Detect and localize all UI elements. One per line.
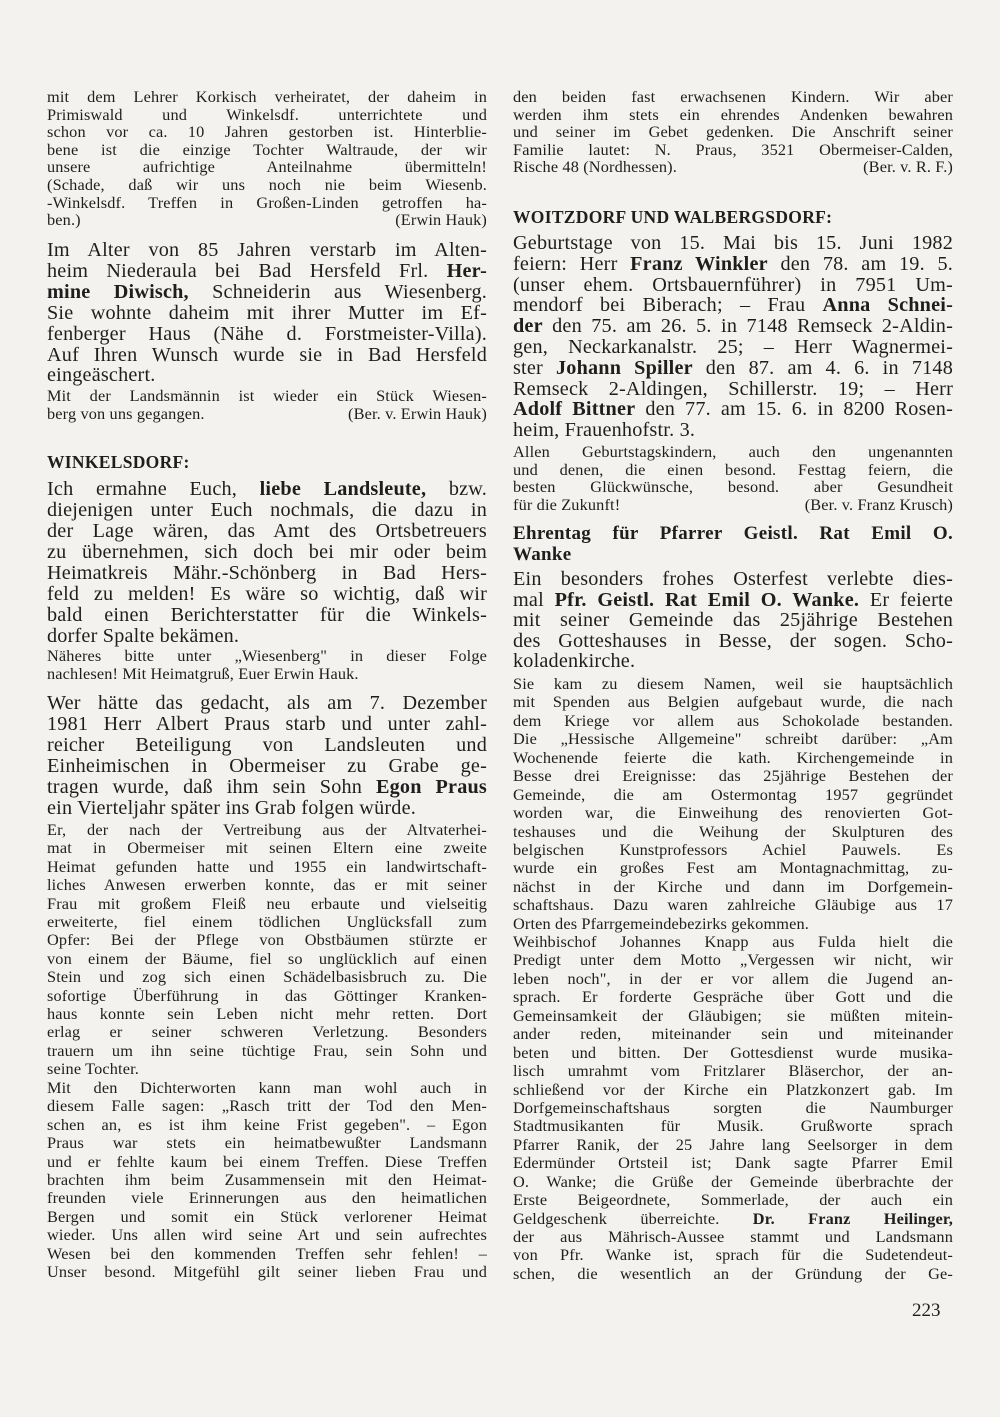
text-line: [513, 461, 953, 479]
right-column: [513, 0, 953, 1417]
text-run: bene ist die einzige Tochter Waltraude, der wir: [47, 139, 487, 159]
text-line: [513, 749, 953, 767]
text-run: Unser besond. Mitgefühl gilt seiner lieben Frau und: [47, 1262, 487, 1282]
text-line: [513, 590, 953, 611]
text-line: [513, 358, 953, 379]
text-run: diejenigen unter Euch nochmals, die dazu in: [47, 499, 487, 521]
text-run: sofortige Überführung in das Göttinger Kranken-: [47, 985, 487, 1005]
text-line: [47, 1116, 487, 1134]
text-run: wieder. Uns allen wird seine Art und sein aufrechtes: [47, 1225, 487, 1245]
text-line: [513, 478, 953, 496]
article-paragraph: [513, 569, 953, 672]
text-line: [513, 316, 953, 337]
text-run: Besse drei Ereignisse: das 25jährige Bestehen der: [513, 766, 953, 786]
text-line: [513, 1062, 953, 1080]
text-line: [47, 950, 487, 968]
text-line: [47, 714, 487, 735]
text-run: Schneiderin aus Wiesenberg.: [188, 280, 487, 303]
text-run: des Gotteshauses in Besse, der sogen. Scho-: [513, 629, 953, 652]
text-line: [47, 777, 487, 798]
text-line: [47, 1226, 487, 1244]
text-run: trauern um ihn seine tüchtige Frau, sein Sohn und: [47, 1040, 487, 1060]
text-run: WINKELSDORF:: [47, 452, 190, 472]
article-paragraph: [47, 387, 487, 422]
text-line: [47, 282, 487, 303]
text-run: der Lage wären, das Amt des Ortsbetreuers: [47, 520, 487, 542]
text-run: Im Alter von 85 Jahren verstarb im Alten-: [47, 239, 487, 261]
text-run: haus konnte sein Leben nicht mehr retten. Dort: [47, 1004, 487, 1024]
text-run: Wer hätte das gedacht, als am 7. Dezember: [47, 692, 487, 714]
text-line: [47, 693, 487, 714]
text-line: [513, 443, 953, 461]
text-run: von einem der Bäume, fiel so unglücklich auf einen: [47, 948, 487, 968]
text-line: [47, 303, 487, 324]
bold-name: mine Diwisch,: [47, 280, 189, 303]
text-line: [47, 798, 487, 819]
text-line: [513, 1191, 953, 1209]
text-run: leben noch", in der er vor allem die Jugend an-: [513, 968, 953, 988]
text-run: gen, Neckarkanalstr. 25; – Herr Wagnermei-: [513, 335, 953, 358]
text-run: Gemeinsamkeit der Gläubigen; sie müßten mitein-: [513, 1005, 953, 1025]
text-run: den 78. am 19. 5.: [767, 252, 954, 275]
text-run: Rische 48 (Nordhessen).: [513, 157, 677, 177]
text-line: [513, 1154, 953, 1172]
bold-name: Egon Praus: [375, 775, 487, 798]
text-run: 1981 Herr Albert Praus starb und unter zahl-: [47, 712, 487, 735]
text-line: [47, 106, 487, 124]
text-line: [47, 839, 487, 857]
text-line: [513, 693, 953, 711]
text-run: ben.): [47, 210, 81, 230]
text-run: sprach. Er forderte Gespräche über Gott und die: [513, 987, 953, 1007]
text-run: Frau mit großem Fleiß neu erbaute und vielseitig: [47, 893, 487, 913]
text-line: [513, 988, 953, 1006]
text-line: [513, 933, 953, 951]
text-run: beten und bitten. Der Gottesdienst wurde musika-: [513, 1042, 953, 1062]
text-run: Mit den Dichterworten kann man wohl auch in: [47, 1078, 487, 1097]
article-paragraph: [47, 1079, 487, 1281]
text-run: O. Wanke; die Grüße der Gemeinde überbrachte der: [513, 1171, 953, 1191]
text-run: Wanke: [513, 543, 572, 565]
bold-name: liebe Landsleute,: [259, 478, 427, 500]
text-run: -Winkelsdf. Treffen in Großen-Linden getroffen ha-: [47, 192, 487, 212]
text-line: [47, 1042, 487, 1060]
article-paragraph: [47, 647, 487, 682]
text-run: belgischen Kunstprofessors Achiel Pauwels. Es: [513, 839, 953, 859]
text-line: [513, 158, 953, 176]
text-line: [513, 1210, 953, 1228]
text-run: dorfer Spalte bekämen.: [47, 625, 240, 647]
text-run: und denen, die einen besond. Festtag feiern, die: [513, 459, 953, 479]
text-run: Praus war stets ein heimatbewußter Landsmann: [47, 1133, 487, 1153]
text-line: [513, 823, 953, 841]
text-line: [47, 88, 487, 106]
text-line: [47, 563, 487, 584]
text-run: Stein und zog sich einen Schädelbasisbruch zu. Die: [47, 967, 487, 987]
text-line: [47, 324, 487, 345]
author-attribution: (Erwin Hauk): [395, 210, 487, 230]
text-line: [47, 1005, 487, 1023]
text-line: [47, 1208, 487, 1226]
text-line: [47, 365, 487, 386]
text-run: mit seiner Gemeinde das 25jährige Bestehen: [513, 609, 953, 631]
text-run: Remseck 2-Aldingen, Schillerstr. 19; – Herr: [513, 377, 953, 400]
text-line: [513, 841, 953, 859]
author-attribution: (Ber. v. Franz Krusch): [804, 494, 953, 514]
text-line: [513, 915, 953, 933]
article-paragraph: [513, 233, 953, 441]
text-run: schaftshaus. Dazu waren zahlreiche Gläubige aus 17: [513, 895, 953, 915]
text-run: und er fehlte kaum bei einem Treffen. Diese Treffen: [47, 1151, 487, 1171]
text-run: eingeäschert.: [47, 364, 156, 387]
text-line: [513, 496, 953, 514]
text-run: Heimat gefunden hatte und 1955 ein landwirtschaft-: [47, 856, 487, 876]
article-paragraph: [47, 821, 487, 1079]
text-run: Mit der Landsmännin ist wieder ein Stück Wiesen-: [47, 386, 487, 405]
text-run: erlag er seiner schweren Verletzung. Besonders: [47, 1022, 487, 1042]
text-run: den 87. am 4. 6. in 7148: [692, 356, 953, 379]
text-line: [47, 500, 487, 521]
text-line: [47, 211, 487, 229]
text-line: [513, 420, 953, 441]
text-run: worden war, die Einweihung des renovierten Got-: [513, 803, 953, 823]
text-line: [47, 1153, 487, 1171]
text-run: besten Glückwünsche, besond. aber Gesundheit: [513, 477, 953, 497]
text-line: [47, 1263, 487, 1281]
text-line: [513, 631, 953, 652]
text-line: [47, 647, 487, 665]
text-run: tragen wurde, daß ihm sein Sohn: [47, 775, 376, 798]
page-number: 223: [912, 1300, 941, 1321]
text-line: [513, 951, 953, 969]
text-line: [47, 141, 487, 159]
text-line: [513, 88, 953, 106]
text-line: [513, 295, 953, 316]
text-line: [47, 626, 487, 647]
text-run: Auf Ihren Wunsch wurde sie in Bad Hersfeld: [47, 343, 487, 366]
text-run: mit dem Lehrer Korkisch verheiratet, der daheim in: [47, 87, 487, 106]
section-heading: [513, 205, 953, 229]
text-line: [47, 1171, 487, 1189]
text-line: [513, 1228, 953, 1246]
text-line: [47, 968, 487, 986]
text-run: diesem Falle sagen: „Rasch tritt der Tod den Men-: [47, 1096, 487, 1116]
article-paragraph: [47, 88, 487, 229]
text-run: dem Kriege vor allem aus Schokolade bestanden.: [513, 710, 953, 730]
left-column: [47, 0, 487, 1417]
text-run: berg von uns gegangen.: [47, 403, 205, 423]
text-line: [47, 194, 487, 212]
text-line: [513, 1117, 953, 1135]
text-run: mit Spenden aus Belgien aufgebaut wurde, die nach: [513, 692, 953, 712]
text-run: Näheres bitte unter „Wiesenberg" in dieser Folge: [47, 646, 487, 665]
text-line: [513, 141, 953, 159]
text-run: von Pfr. Wanke ist, sprach für die Sudetendeut-: [513, 1245, 953, 1265]
text-line: [47, 387, 487, 405]
text-run: mat in Obermeiser mit seinen Eltern eine zweite: [47, 838, 487, 858]
text-run: teshauses und die Weihung der Skulpturen des: [513, 821, 953, 841]
text-run: heim Niederaula bei Bad Hersfeld Frl.: [47, 259, 447, 282]
text-run: den 75. am 26. 5. in 7148 Remseck 2-Aldin-: [542, 315, 953, 338]
text-run: (Schade, daß wir uns noch nie beim Wiesenb.: [47, 174, 487, 194]
text-run: koladenkirche.: [513, 650, 636, 672]
bold-name: Adolf Bittner: [513, 398, 636, 421]
text-line: [47, 1060, 487, 1078]
text-run: Edermünder Ortsteil ist; Dank sagte Pfarrer Emil: [513, 1153, 953, 1173]
text-line: [47, 931, 487, 949]
text-line: [513, 651, 953, 672]
text-run: werden ihm stets ein ehrendes Andenken bewahren: [513, 104, 953, 124]
text-run: schen, die wesentlich an der Gründung der Ge-: [513, 1263, 953, 1283]
text-run: WOITZDORF UND WALBERGSDORF:: [513, 207, 833, 227]
article-paragraph: [47, 479, 487, 647]
bold-name: Her-: [446, 259, 487, 282]
text-line: [513, 730, 953, 748]
text-run: mendorf bei Biberach; – Frau: [513, 294, 823, 317]
text-line: [513, 1025, 953, 1043]
text-run: nächst in der Kirche und dann im Dorfgemein-: [513, 876, 953, 896]
text-line: [513, 379, 953, 400]
text-line: [47, 1079, 487, 1097]
text-run: erweiterte, fiel einem tödlichen Unglücksfall zum: [47, 912, 487, 932]
text-run: und seiner im Gebet gedenken. Die Anschrift seiner: [513, 122, 953, 142]
text-line: [513, 254, 953, 275]
text-run: seine Tochter.: [47, 1059, 139, 1079]
text-line: [47, 756, 487, 777]
text-line: [47, 261, 487, 282]
bold-name: Dr. Franz Heilinger,: [752, 1208, 953, 1228]
text-line: [513, 123, 953, 141]
article-paragraph: [513, 675, 953, 933]
text-line: [513, 1173, 953, 1191]
text-line: [513, 275, 953, 296]
text-run: ster: [513, 356, 556, 379]
text-run: Ehrentag für Pfarrer Geistl. Rat Emil O.: [513, 523, 953, 544]
text-run: Predigt unter dem Motto „Vergessen wir nicht, wir: [513, 950, 953, 970]
article-paragraph: [47, 240, 487, 386]
text-run: für die Zukunft!: [513, 494, 621, 514]
text-run: ein Vierteljahr später ins Grab folgen würde.: [47, 796, 416, 819]
bold-name: Johann Spiller: [555, 356, 693, 379]
text-run: Die „Hessische Allgemeine" schreibt darüber: „Am: [513, 729, 953, 749]
text-line: [513, 337, 953, 358]
text-line: [513, 1081, 953, 1099]
text-line: [513, 878, 953, 896]
text-run: feld zu melden! Es wäre so wichtig, daß wir: [47, 583, 487, 605]
author-attribution: (Ber. v. Erwin Hauk): [348, 403, 487, 423]
text-line: [47, 345, 487, 366]
text-run: den beiden fast erwachsenen Kindern. Wir aber: [513, 87, 953, 106]
text-run: wurde ein großes Fest am Montagnachmittag, zu-: [513, 858, 953, 878]
text-line: [47, 1245, 487, 1263]
text-line: [47, 176, 487, 194]
text-run: Weihbischof Johannes Knapp aus Fulda hielt die: [513, 932, 953, 951]
text-run: mal: [513, 588, 555, 611]
text-line: [513, 767, 953, 785]
text-run: Geldgeschenk überreichte.: [513, 1208, 753, 1228]
text-run: der aus Mährisch-Aussee stammt und Landsmann: [513, 1227, 953, 1246]
text-run: freunden viele Erinnerungen aus den heimatlichen: [47, 1188, 487, 1208]
text-run: Wochenende feierte die kath. Kirchengemeinde in: [513, 747, 953, 767]
text-run: brachten ihm beim Zusammensein mit den Heimat-: [47, 1170, 487, 1190]
text-line: [513, 1007, 953, 1025]
text-run: heim, Frauenhofstr. 3.: [513, 419, 696, 442]
text-run: Erste Beigeordnete, Sommerlade, der auch ein: [513, 1190, 953, 1210]
text-run: bzw.: [426, 478, 487, 500]
text-line: [513, 524, 953, 545]
text-line: [513, 1099, 953, 1117]
text-run: unsere aufrichtige Anteilnahme übermitteln!: [47, 157, 487, 177]
text-run: schon vor ca. 10 Jahren gestorben ist. Hinterblie-: [47, 122, 487, 142]
text-line: [47, 521, 487, 542]
text-run: Orten des Pfarrgemeindebezirks gekommen.: [513, 913, 809, 933]
text-line: [47, 987, 487, 1005]
text-line: [513, 399, 953, 420]
text-run: Ein besonders frohes Osterfest verlebte dies-: [513, 568, 953, 590]
text-run: Opfer: Bei der Pflege von Obstbäumen stürzte er: [47, 930, 487, 950]
text-line: [513, 545, 953, 566]
text-run: Geburtstage von 15. Mai bis 15. Juni 1982: [513, 232, 953, 254]
text-line: [47, 605, 487, 626]
text-line: [513, 1044, 953, 1062]
article-paragraph: [513, 443, 953, 513]
text-run: feiern: Herr: [513, 252, 631, 275]
text-line: [47, 542, 487, 563]
text-line: [513, 205, 953, 229]
text-run: Sie kam zu diesem Namen, weil sie hauptsächlich: [513, 674, 953, 693]
text-line: [47, 1134, 487, 1152]
text-line: [47, 735, 487, 756]
text-line: [47, 405, 487, 423]
text-line: [513, 804, 953, 822]
text-line: [47, 1097, 487, 1115]
article-paragraph: [47, 693, 487, 818]
text-run: ander reden, miteinander sein und miteinander: [513, 1024, 953, 1044]
text-run: Heimatkreis Mähr.-Schönberg in Bad Hers-: [47, 562, 487, 584]
bold-name: Pfr. Geistl. Rat Emil O. Wanke.: [554, 588, 860, 611]
text-run: schließend vor der Kirche ein Platzkonzert gab. Im: [513, 1079, 953, 1099]
text-run: Primiswald und Winkelsdf. unterrichtete und: [47, 104, 487, 124]
text-run: (unser ehem. Ortsbauernführer) in 7951 Um-: [513, 273, 953, 296]
text-line: [513, 569, 953, 590]
text-run: reicher Beteiligung von Landsleuten und: [47, 733, 487, 756]
bold-name: Franz Winkler: [630, 252, 768, 275]
text-line: [513, 1246, 953, 1264]
text-line: [513, 786, 953, 804]
text-line: [513, 1136, 953, 1154]
text-run: lisch umrahmt vom Fritzlarer Bläserchor, der an-: [513, 1061, 953, 1081]
text-run: den 77. am 15. 6. in 8200 Rosen-: [635, 398, 954, 421]
text-line: [47, 1023, 487, 1041]
article-paragraph: [513, 88, 953, 176]
section-heading: [513, 524, 953, 565]
text-run: Bergen und somit ein Stück verlorener Heimat: [47, 1206, 487, 1226]
text-line: [513, 859, 953, 877]
text-run: Pfarrer Ranik, der 25 Jahre lang Seelsorger in dem: [513, 1134, 953, 1154]
text-line: [513, 675, 953, 693]
text-line: [513, 1265, 953, 1283]
text-line: [47, 821, 487, 839]
text-line: [47, 1189, 487, 1207]
text-line: [513, 970, 953, 988]
text-run: bald einen Berichterstatter für die Winkels-: [47, 604, 487, 626]
section-heading: [47, 450, 487, 474]
text-run: Allen Geburtstagskindern, auch den ungenannten: [513, 442, 953, 461]
text-line: [513, 233, 953, 254]
text-run: Er, der nach der Vertreibung aus der Altvaterhei-: [47, 820, 487, 839]
text-line: [513, 610, 953, 631]
text-run: Stadtmusikanten für Musik. Grußworte sprach: [513, 1116, 953, 1136]
bold-name: Anna Schnei-: [822, 294, 953, 317]
text-run: Ich ermahne Euch,: [47, 478, 260, 500]
bold-name: der: [513, 315, 543, 338]
text-run: Dorfgemeinschaftshaus sorgten die Naumburger: [513, 1097, 953, 1117]
text-run: Sie wohnte daheim mit ihrer Mutter im Ef-: [47, 301, 487, 324]
article-paragraph: [513, 933, 953, 1283]
text-line: [47, 240, 487, 261]
text-run: Wesen bei den kommenden Treffen sehr fehlen! –: [47, 1243, 487, 1263]
text-line: [47, 913, 487, 931]
text-line: [47, 123, 487, 141]
text-line: [47, 158, 487, 176]
text-run: Einheimischen in Obermeiser zu Grabe ge-: [47, 754, 487, 777]
text-line: [513, 896, 953, 914]
text-run: nachlesen! Mit Heimatgruß, Euer Erwin Hauk.: [47, 663, 359, 683]
text-line: [513, 106, 953, 124]
text-run: zu übernehmen, sich doch bei mir oder beim: [47, 541, 487, 563]
text-line: [47, 858, 487, 876]
text-line: [47, 895, 487, 913]
text-line: [47, 450, 487, 474]
text-line: [47, 479, 487, 500]
text-run: Er feierte: [859, 588, 953, 611]
text-line: [47, 876, 487, 894]
author-attribution: (Ber. v. R. F.): [863, 157, 953, 177]
text-line: [47, 665, 487, 683]
text-run: Familie lautet: N. Praus, 3521 Obermeiser-Calden,: [513, 139, 953, 159]
text-run: schen an, es ist ihm keine Frist gegeben". – Egon: [47, 1114, 487, 1134]
text-run: Gemeinde, die am Ostermontag 1957 gegründet: [513, 784, 953, 804]
text-line: [47, 584, 487, 605]
text-line: [513, 712, 953, 730]
text-run: liches Anwesen erwerben konnte, das er mit seiner: [47, 875, 487, 895]
text-run: fenberger Haus (Nähe d. Forstmeister-Villa).: [47, 322, 487, 345]
